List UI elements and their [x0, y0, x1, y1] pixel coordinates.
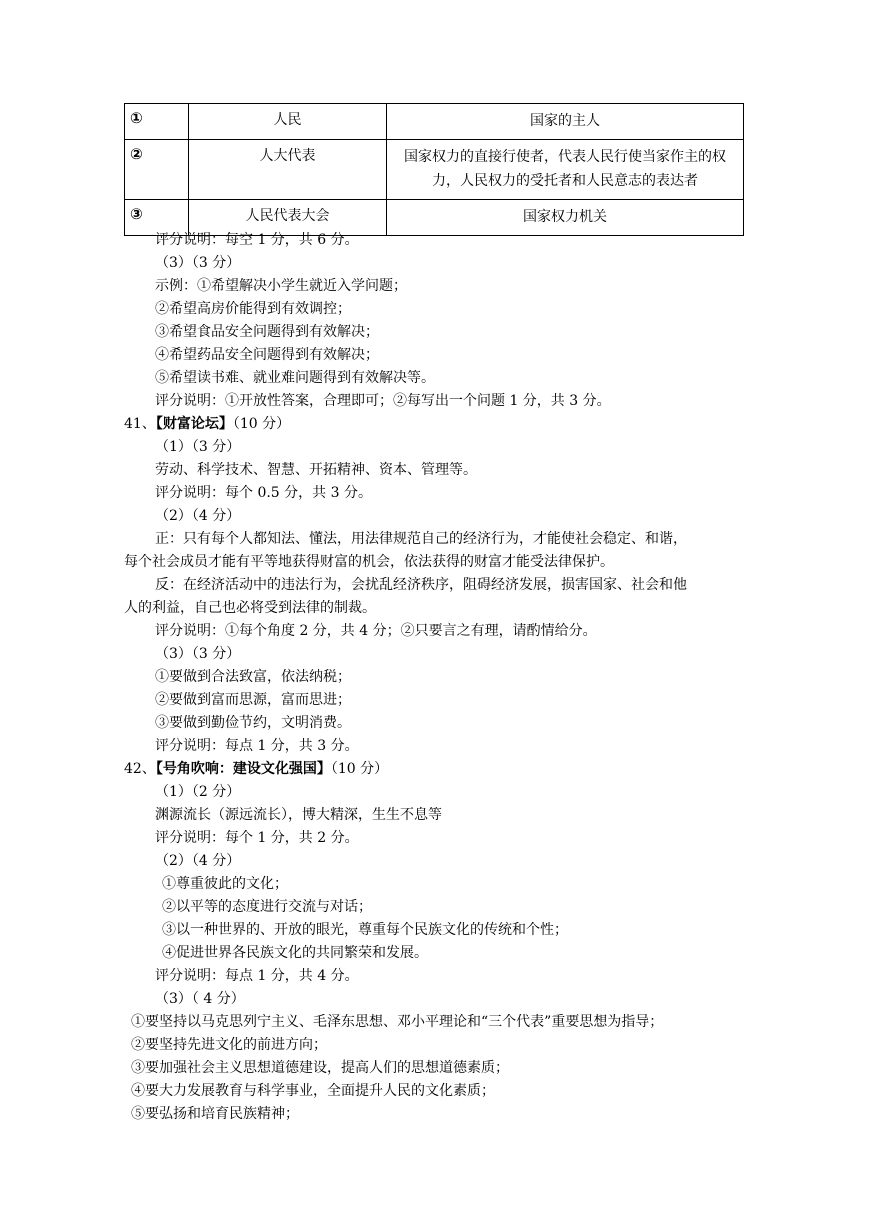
- question-points: （10 分）: [232, 416, 291, 432]
- answer-line: ③要做到勤俭节约，文明消费。: [155, 715, 351, 731]
- answer-line: ③希望食品安全问题得到有效解决；: [155, 324, 379, 340]
- answer-line: ②希望高房价能得到有效调控；: [155, 301, 351, 317]
- sub-question-heading: （1）（2 分）: [155, 784, 241, 800]
- answer-line: 渊源流长（源远流长），博大精深，生生不息等: [155, 807, 442, 823]
- answer-line: ④促进世界各民族文化的共同繁荣和发展。: [162, 945, 428, 961]
- question-number: 41、: [124, 416, 156, 432]
- answer-line: 人的利益，自己也必将受到法律的制裁。: [124, 600, 376, 616]
- question-42-heading: [124, 758, 388, 780]
- answer-table: [124, 103, 744, 236]
- answer-line: ③以一种世界的、开放的眼光，尊重每个民族文化的传统和个性；: [162, 922, 568, 938]
- scoring-note: 评分说明：①每个角度 2 分，共 4 分；②只要言之有理，请酌情给分。: [155, 623, 597, 639]
- answer-line: 示例：①希望解决小学生就近入学问题；: [155, 278, 407, 294]
- scoring-note: 评分说明：每个 1 分，共 2 分。: [155, 830, 359, 846]
- answer-line: ②要坚持先进文化的前进方向；: [131, 1037, 327, 1053]
- sub-question-heading: （3）（ 4 分）: [155, 991, 245, 1007]
- question-points: （10 分）: [330, 761, 389, 777]
- answer-line: 劳动、科学技术、智慧、开拓精神、资本、管理等。: [155, 462, 477, 478]
- sub-question-heading: （3）（3 分）: [155, 255, 241, 271]
- sub-question-heading: （2）（4 分）: [155, 853, 241, 869]
- answer-line: ⑤要弘扬和培育民族精神；: [131, 1106, 299, 1122]
- answer-line: ⑤希望读书难、就业难问题得到有效解决等。: [155, 370, 435, 386]
- scoring-note: 评分说明：每个 0.5 分，共 3 分。: [155, 485, 372, 501]
- answer-line: 反：在经济活动中的违法行为，会扰乱经济秩序，阻碍经济发展，损害国家、社会和他: [155, 577, 687, 593]
- row-number: ②: [125, 140, 189, 200]
- role-cell: 国家的主人: [387, 104, 744, 140]
- question-41-heading: [124, 413, 290, 435]
- sub-question-heading: （3）（3 分）: [155, 646, 241, 662]
- answer-line: ①要做到合法致富，依法纳税；: [155, 669, 351, 685]
- question-title: 【号角吹响：建设文化强国】: [155, 761, 331, 777]
- sub-question-heading: （1）（3 分）: [155, 439, 241, 455]
- question-number: 42、: [124, 761, 156, 777]
- scoring-note: 评分说明：每点 1 分，共 3 分。: [155, 738, 359, 754]
- row-number: ①: [125, 104, 189, 140]
- scoring-note: 评分说明：每点 1 分，共 4 分。: [155, 968, 359, 984]
- answer-line: ①尊重彼此的文化；: [162, 876, 288, 892]
- question-title: 【财富论坛】: [155, 416, 233, 432]
- answer-line: ②要做到富而思源，富而思进；: [155, 692, 351, 708]
- sub-question-heading: （2）（4 分）: [155, 508, 241, 524]
- subject-cell: 人大代表: [189, 140, 387, 200]
- row-number: ③: [125, 200, 189, 236]
- role-cell: 国家权力机关: [387, 200, 744, 236]
- answer-line: 每个社会成员才能有平等地获得财富的机会，依法获得的财富才能受法律保护。: [124, 554, 614, 570]
- role-cell: 国家权力的直接行使者，代表人民行使当家作主的权力，人民权力的受托者和人民意志的表达者: [387, 140, 744, 200]
- answer-line: ③要加强社会主义思想道德建设，提高人们的思想道德素质；: [131, 1060, 509, 1076]
- table-row: [125, 104, 744, 140]
- answer-line: ④要大力发展教育与科学事业，全面提升人民的文化素质；: [131, 1083, 495, 1099]
- answer-line: ②以平等的态度进行交流与对话；: [162, 899, 372, 915]
- subject-cell: 人民: [189, 104, 387, 140]
- answer-line: ①要坚持以马克思列宁主义、毛泽东思想、邓小平理论和“三个代表”重要思想为指导；: [131, 1014, 664, 1030]
- answer-line: ④希望药品安全问题得到有效解决；: [155, 347, 379, 363]
- answer-line: 正：只有每个人都知法、懂法，用法律规范自己的经济行为，才能使社会稳定、和谐，: [155, 531, 687, 547]
- scoring-note: 评分说明：每空 1 分，共 6 分。: [155, 232, 359, 248]
- table-row: [125, 140, 744, 200]
- scoring-note: 评分说明：①开放性答案，合理即可；②每写出一个问题 1 分，共 3 分。: [155, 393, 611, 409]
- subject-cell: 人民代表大会: [189, 200, 387, 236]
